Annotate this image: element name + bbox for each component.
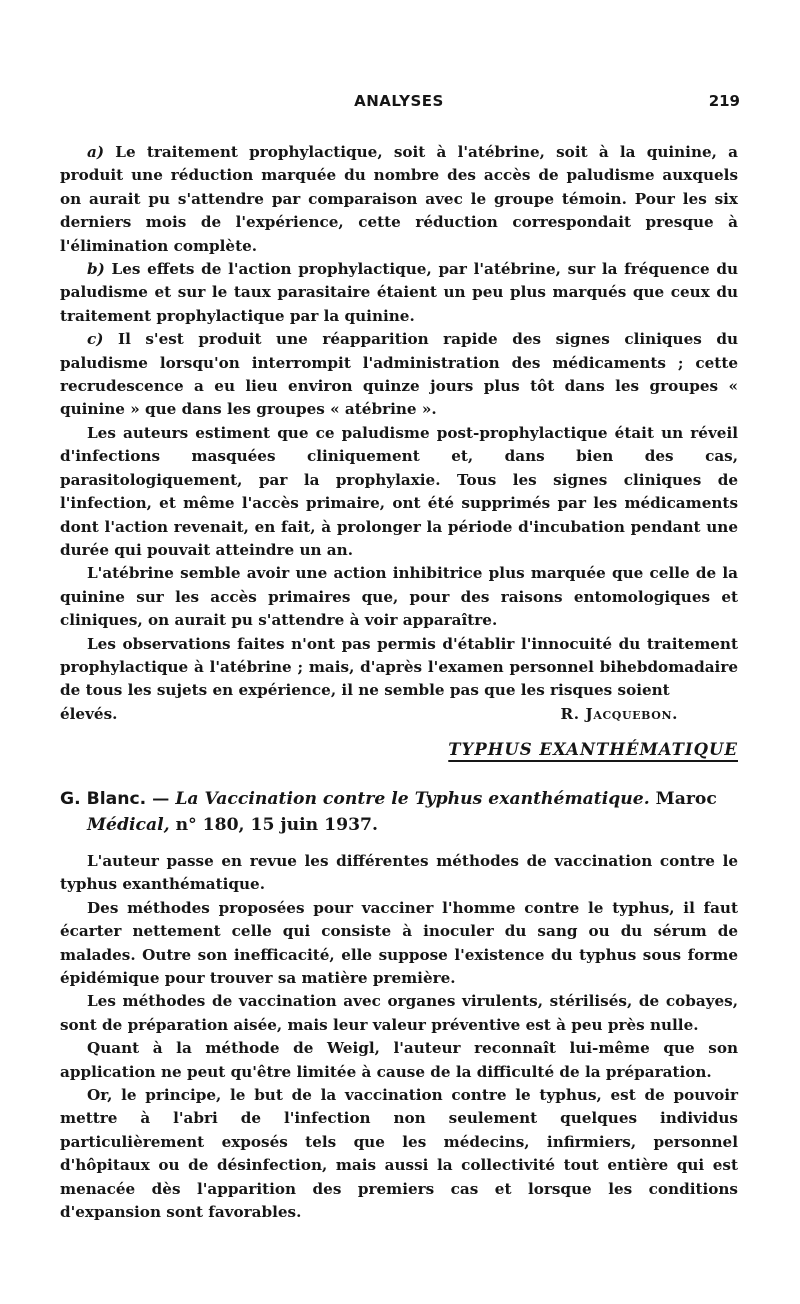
paragraph: Les auteurs estiment que ce paludisme post-prophylactique était un réveil d'infections masquées cliniquement et, dans bien des cas, parasitologiquement, par la prophylaxie. Tous les signes cliniques de l'infection, et même l'accès primaire, ont été supprimés par les médicaments dont l'action revenait, en fait, à prolonger la période d'incubation pendant une durée qui pouvait atteindre un an.	[60, 423, 738, 559]
page-header	[58, 92, 740, 116]
running-title: ANALYSES	[354, 92, 444, 110]
item-b-text: Les effets de l'action prophylactique, par l'atébrine, sur la fréquence du paludisme et sur le taux parasitaire étaient un peu plus marqués que ceux du traitement prophylactique par la quinine.	[60, 260, 739, 325]
reviewer-signature: R. Jacquebon.	[560, 704, 678, 723]
reference-journal-prefix: Maroc	[649, 789, 717, 809]
reference-line-1	[60, 786, 750, 812]
article-reference	[60, 786, 750, 838]
list-item-a	[60, 141, 738, 258]
item-b-label: b)	[87, 260, 105, 279]
reference-details: n° 180, 15 juin 1937.	[169, 815, 378, 835]
paragraph-last-words: élevés.	[60, 704, 118, 723]
paragraph	[60, 633, 738, 703]
paragraph: Les méthodes de vaccination avec organes virulents, stérilisés, de cobayes, sont de préparation aisée, mais leur valeur préventive est à peu près nulle.	[60, 992, 738, 1034]
reference-title: La Vaccination contre le Typhus exanthématique.	[175, 789, 650, 809]
paragraph: Des méthodes proposées pour vacciner l'homme contre le typhus, il faut écarter nettement celle qui consiste à inoculer du sang ou du sérum de malades. Outre son inefficacité, elle suppose l'existence du typhus sous forme épidémique pour trouver sa matière première.	[60, 898, 738, 988]
paragraph-text: Les observations faites n'ont pas permis d'établir l'innocuité du traitement prophylactique à l'atébrine ; mais, d'après l'examen personnel bihebdomadaire de tous les sujets en expérience, il ne semble pas que les risques soient	[60, 634, 738, 700]
reference-line-2	[60, 812, 750, 838]
item-c-label: c)	[87, 330, 104, 349]
paragraph: Or, le principe, le but de la vaccination contre le typhus, est de pouvoir mettre à l'abri de l'infection non seulement quelques individus particulièrement exposés tels que les médecins, infirmiers, personnel d'hôpitaux ou de désinfection, mais aussi la collectivité tout entière qui est menacée dès l'apparition des premiers cas et lorsque les conditions d'expansion sont favorables.	[60, 1086, 738, 1222]
reference-journal: Médical,	[87, 815, 170, 835]
second-article-body	[60, 850, 738, 1225]
item-a-label: a)	[87, 143, 105, 161]
page-number: 219	[708, 92, 740, 110]
item-a-text: Le traitement prophylactique, soit à l'atébrine, soit à la quinine, a produit une réduction marquée du nombre des accès de paludisme auxquels on aurait pu s'attendre par comparaison avec le groupe témoin. Pour les six derniers mois de l'expérience, cette réduction correspondait presque à l'élimination complète.	[60, 143, 739, 255]
reference-author: G. Blanc.	[60, 789, 147, 809]
paragraph: Quant à la méthode de Weigl, l'auteur reconnaît lui-même que son application ne peut qu'être limitée à cause de la difficulté de la préparation.	[60, 1039, 738, 1081]
paragraph: L'atébrine semble avoir une action inhibitrice plus marquée que celle de la quinine sur les accès primaires que, pour des raisons entomologiques et cliniques, on aurait pu s'attendre à voir apparaître.	[60, 564, 738, 630]
top-article-body	[60, 141, 738, 726]
signoff-line	[60, 703, 738, 726]
section-title: TYPHUS EXANTHÉMATIQUE	[448, 740, 738, 759]
reference-dash: —	[146, 789, 176, 809]
list-item-b	[60, 258, 738, 328]
list-item-c	[60, 328, 738, 422]
paragraph: L'auteur passe en revue les différentes méthodes de vaccination contre le typhus exanthématique.	[60, 852, 738, 894]
item-c-text: Il s'est produit une réapparition rapide des signes cliniques du paludisme lorsqu'on interrompit l'administration des médicaments ; cette recrudescence a eu lieu environ quinze jours plus tôt dans les groupes « quinine » que dans les groupes « atébrine ».	[60, 330, 738, 419]
